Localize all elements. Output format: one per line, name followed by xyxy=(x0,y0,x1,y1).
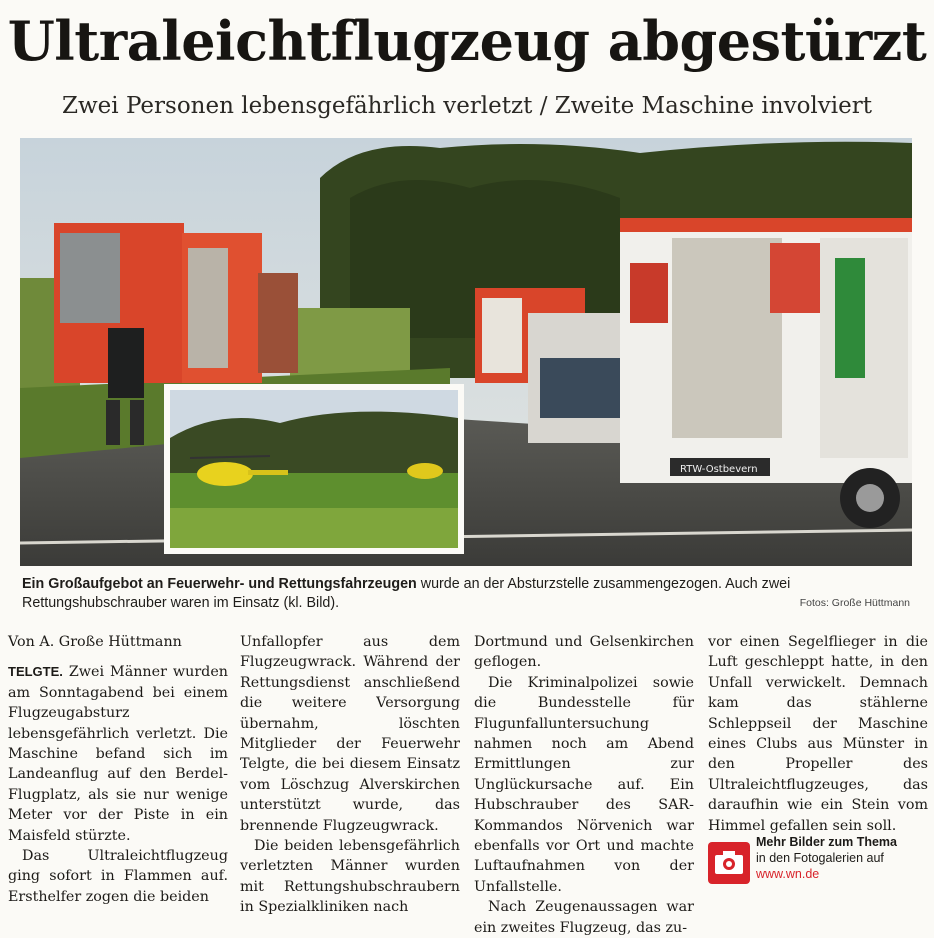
paragraph: Das Ultraleichtflugzeug ging sofort in Flammen auf. Ersthelfer zogen die beiden xyxy=(8,848,228,905)
subheadline: Zwei Personen lebensgefährlich verletzt / Zweite Maschine involviert xyxy=(62,93,872,119)
more-photos-box[interactable] xyxy=(708,834,928,890)
more-photos-line: in den Fotogalerien auf xyxy=(756,851,884,865)
caption-text: wurde an der Absturzstelle zusammengezogen. Auch zwei Rettungshubschrauber waren im Einsatz (kl. Bild). xyxy=(22,576,791,611)
more-photos-title: Mehr Bilder zum Thema xyxy=(756,835,897,849)
camera-icon xyxy=(708,842,750,884)
caption-lead: Ein Großaufgebot an Feuerwehr- und Rettungsfahrzeugen xyxy=(22,576,417,592)
paragraph: vor einen Segelflieger in die Luft geschleppt hatte, in den Unfall verwickelt. Demnach kam das stählerne Schleppseil der Maschine eines Clubs aus Münster in den Propeller des Ultraleichtflugzeuges, das daraufhin wie ein Stein vom Himmel gefallen sein soll. xyxy=(708,634,928,834)
photo-caption xyxy=(22,575,912,613)
paragraph xyxy=(8,662,228,846)
photo-credit: Fotos: Große Hüttmann xyxy=(799,597,910,609)
paragraph: Die Kriminalpolizei sowie die Bundesstelle für Flugunfalluntersuchung nahmen noch am Abend Ermittlungen zur Unglückursache auf. Ein Hubschrauber des SAR-Kommandos Nörvenich war ebenfalls vor Ort und machte Luftaufnahmen von der Unfallstelle. xyxy=(474,674,694,895)
paragraph: Nach Zeugenaussagen war ein zweites Flugzeug, das zu- xyxy=(474,899,694,936)
headline: Ultraleichtflugzeug abgestürzt xyxy=(7,9,927,73)
paragraph: Dortmund und Gelsenkirchen geflogen. xyxy=(474,634,694,671)
article-column-3 xyxy=(474,632,694,938)
paragraph: Unfallopfer aus dem Flugzeugwrack. Während der Rettungsdienst anschließend die weitere Versorgung übernahm, löschten Mitglieder der Feuerwehr Telgte, die bei diesem Einsatz vom Löschzug Alverskirchen unterstützt wurde, das brennende Flugzeugwrack. xyxy=(240,634,460,834)
paragraph-text: Zwei Männer wurden am Sonntagabend bei einem Flugzeugabsturz lebensgefährlich verletzt. Die Maschine befand sich im Landeanflug auf den Berdel-Flugplatz, als sie nur wenige Meter vor der Piste in ein Maisfeld stürzte. xyxy=(8,664,228,844)
more-photos-link[interactable]: www.wn.de xyxy=(756,867,820,881)
byline: Von A. Große Hüttmann xyxy=(8,634,182,650)
article-column-2 xyxy=(240,632,460,918)
paragraph: Die beiden lebensgefährlich verletzten Männer wurden mit Rettungshubschraubern in Spezialkliniken nach xyxy=(240,838,460,916)
main-photo xyxy=(20,138,912,566)
inset-photo xyxy=(164,384,464,554)
article-column-4 xyxy=(708,632,928,836)
article-column-1 xyxy=(8,632,228,907)
ambulance-plate: RTW-Ostbevern xyxy=(680,464,758,475)
dateline: TELGTE. xyxy=(8,664,63,680)
